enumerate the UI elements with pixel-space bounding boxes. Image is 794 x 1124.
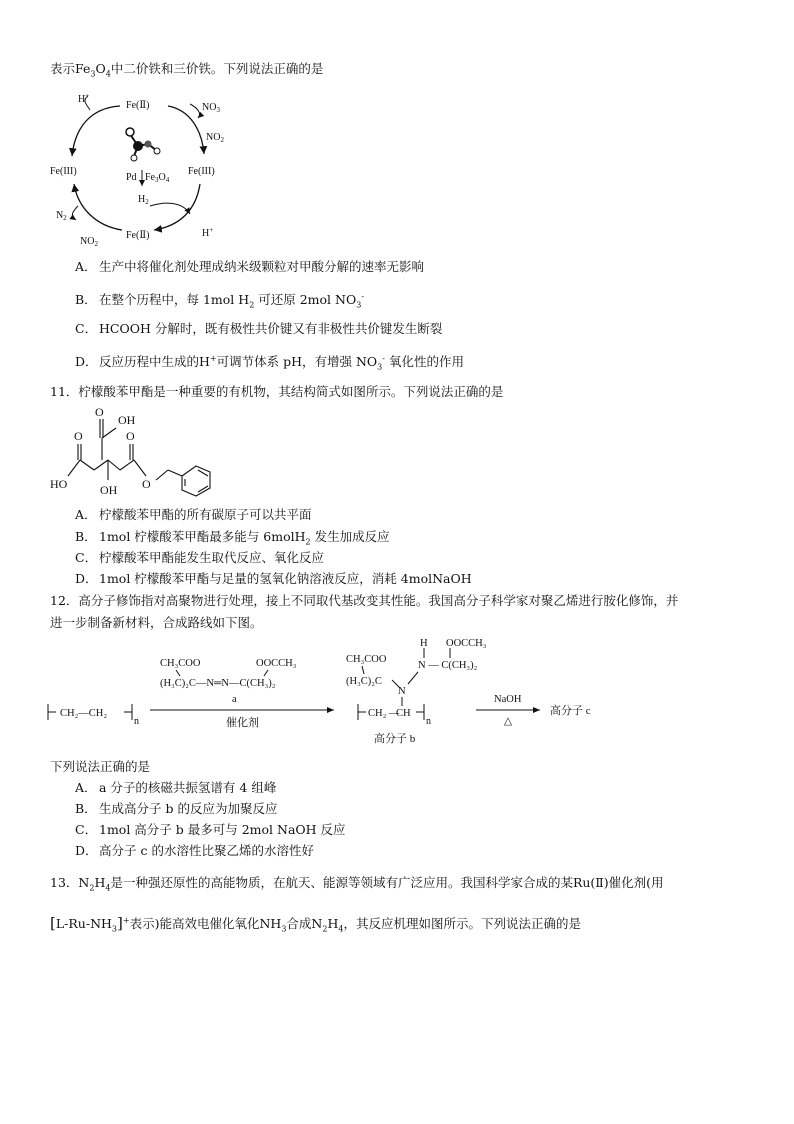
atom-o-top-left: O: [95, 405, 104, 419]
q13-line2: [50, 912, 581, 939]
option-text: 反应历程中生成的: [99, 354, 200, 370]
option-text: 1mol 柠檬酸苯甲酯最多能与 6molH: [99, 529, 306, 544]
q12-stem-line1: 12．高分子修饰指对高聚物进行处理，接上不同取代基改变其性能。我国高分子科学家对聚乙烯进行胺化修饰，并: [50, 593, 679, 608]
polymer-b-n: n: [426, 716, 431, 727]
option-text: 发生加成反应: [310, 529, 390, 544]
stem-text: ，其反应机理如图所示。下列说法正确的是: [343, 916, 581, 932]
option-label: C．: [75, 321, 98, 336]
label-pd: Pd: [126, 172, 137, 183]
option-label: D．: [75, 843, 98, 858]
label-fe2-bottom: Fe(Ⅱ): [126, 230, 150, 241]
stem-text: 是一种强还原性的高能物质，在航天、能源等领域有广泛应用。我国科学家合成的某: [110, 875, 573, 890]
formula-o: O: [95, 61, 106, 76]
reagent-a-formula: (H₃C)₂C—N═N—C(CH₃)₂: [160, 678, 276, 689]
stem-text: 合成: [286, 916, 312, 932]
intro-line: [50, 60, 323, 84]
superscript: -: [361, 292, 365, 301]
option-text: 1mol 柠檬酸苯甲酯与足量的氢氧化钠溶液反应，消耗 4molNaOH: [99, 571, 472, 586]
polyethylene-label: CH₂—CH₂: [60, 708, 107, 719]
label-h-plus-bottom: H+: [202, 226, 214, 239]
q10-option-b[interactable]: [75, 288, 364, 315]
option-text: 1mol 高分子 b 最多可与 2mol NaOH 反应: [99, 822, 346, 837]
subscript: 3: [111, 924, 118, 934]
q12-option-b[interactable]: [75, 800, 277, 818]
option-label: A．: [75, 259, 97, 274]
option-label: D．: [75, 354, 98, 370]
subscript: 4: [105, 883, 111, 893]
q10-option-c[interactable]: [75, 320, 442, 338]
option-label: A．: [75, 507, 97, 522]
formula: N: [78, 875, 90, 890]
option-label: D．: [75, 571, 98, 586]
cycle-arrow-bottom-right: [154, 184, 200, 230]
formic-acid-molecule-icon: [126, 128, 160, 161]
subscript: 4: [338, 924, 344, 934]
label-n2: $N_2$: [56, 210, 67, 222]
subscript: 2: [249, 300, 255, 310]
q10-option-d[interactable]: [75, 350, 464, 377]
bracket-open: [: [50, 914, 56, 933]
option-text: 可还原 2mol NO: [254, 292, 357, 308]
q12-lead: 下列说法正确的是: [50, 759, 151, 774]
intro-prefix: 表示: [50, 61, 76, 76]
option-label: C．: [75, 550, 98, 565]
atom-o-left: O: [74, 429, 83, 443]
option-text: 在整个历程中，每 1mol H: [99, 292, 250, 308]
option-label: B．: [75, 801, 97, 816]
formula: H: [327, 916, 339, 932]
label-fe3-right: Fe(III): [188, 166, 215, 177]
option-text: HCOOH 分解时，既有极性共价键又有非极性共价键发生断裂: [99, 321, 443, 336]
label-no2-top: $NO_2$: [206, 132, 224, 144]
option-text: a 分子的核磁共振氢谱有 4 组峰: [99, 780, 277, 795]
sub-3: 3: [90, 69, 96, 79]
atom-o-ester: O: [142, 477, 151, 491]
option-label: A．: [75, 780, 97, 795]
q13-line1: [50, 874, 664, 898]
catalytic-cycle-diagram: [50, 88, 250, 248]
q11-option-b[interactable]: [75, 528, 390, 552]
sub-4: 4: [105, 69, 111, 79]
option-text: 柠檬酸苯甲酯的所有碳原子可以共平面: [99, 507, 312, 522]
benzene-ring-icon: [182, 466, 210, 496]
q11-option-d[interactable]: [75, 570, 472, 588]
q11-option-c[interactable]: [75, 549, 324, 567]
polyethylene-n: n: [134, 716, 139, 727]
cycle-arrow-bottom-left: [74, 184, 122, 230]
option-text: 氧化性的作用: [384, 354, 464, 370]
label-no3: $NO_3$: [202, 102, 220, 114]
atom-ho: HO: [50, 477, 68, 491]
q10-option-a[interactable]: [75, 258, 424, 276]
superscript: +: [122, 916, 130, 925]
stem-text: 表示)能高效电催化氧化: [129, 916, 260, 932]
option-text: 可调节体系 pH，有增强 NO: [216, 354, 378, 370]
subscript: 2: [305, 537, 311, 547]
subscript: 3: [356, 300, 362, 310]
polymer-b-ooccch3: OOCCH₃: [446, 638, 487, 649]
q12-option-a[interactable]: [75, 779, 276, 797]
q12-option-c[interactable]: [75, 821, 346, 839]
label-no2-bottom: $NO_2$: [80, 236, 98, 248]
formula: H: [94, 875, 106, 890]
q11-stem: 11．柠檬酸苯甲酯是一种重要的有机物，其结构简式如图所示。下列说法正确的是: [50, 384, 504, 399]
subscript: 2: [322, 924, 328, 934]
polymer-b-backbone-left: CH₂ —: [368, 708, 400, 719]
polymer-b-backbone-right: CH: [396, 708, 411, 719]
option-text: 高分子 c 的水溶性比聚乙烯的水溶性好: [99, 843, 314, 858]
option-label: B．: [75, 292, 97, 308]
option-text: 生成高分子 b 的反应为加聚反应: [99, 801, 278, 816]
reagent-a-label: a: [232, 694, 237, 705]
label-fe3-left: Fe(III): [50, 166, 77, 177]
q12-synthesis-scheme: [46, 636, 666, 754]
label-h-plus-top: H+: [78, 92, 90, 105]
formula: N: [311, 916, 323, 932]
option-label: C．: [75, 822, 98, 837]
benzyl-citrate-structure: [50, 404, 230, 500]
stem-text: 催化剂(用: [608, 875, 664, 890]
polymer-b-ch3coo: CH₃COO: [346, 654, 387, 665]
option-text: 生产中将催化剂处理成纳米级颗粒对甲酸分解的速率无影响: [99, 259, 425, 274]
polymer-b-n-group: N — C(CH₃)₂: [418, 660, 478, 671]
formula-h: H: [199, 354, 210, 370]
label-fe3o4: $Fe_3O_4$: [145, 172, 170, 184]
cycle-arrow-top-left: [72, 106, 120, 156]
formula: NH: [259, 916, 282, 932]
bracket-close: ]: [117, 914, 123, 933]
subscript: 3: [281, 924, 287, 934]
formula-fe: Fe: [75, 61, 91, 76]
option-text: 柠檬酸苯甲酯能发生取代反应、氧化反应: [99, 550, 325, 565]
subscript: 3: [377, 362, 383, 372]
subscript: 2: [89, 883, 95, 893]
reagent-a-ooccch3: OOCCH₃: [256, 658, 297, 669]
atom-oh-bottom: OH: [100, 483, 118, 497]
label-h2: $H_2$: [138, 194, 149, 206]
heat-label: △: [504, 716, 513, 727]
reagent-a-ch3coo: CH₃COO: [160, 658, 201, 669]
q12-stem-line2: 进一步制备新材料，合成路线如下图。: [50, 615, 263, 630]
catalyst-label: 催化剂: [226, 717, 259, 729]
q11-option-a[interactable]: [75, 506, 312, 524]
atom-oh-top: OH: [118, 413, 136, 427]
cycle-arrow-top-right: [168, 106, 204, 154]
polymer-b-n-atom: N: [398, 686, 406, 697]
intro-suffix: 中二价铁和三价铁。下列说法正确的是: [110, 61, 324, 76]
question-number: 13．: [50, 875, 79, 890]
naoh-label: NaOH: [494, 694, 522, 705]
label-fe2-top: Fe(Ⅱ): [126, 100, 150, 111]
formula: L-Ru-NH: [55, 916, 112, 932]
superscript: +: [209, 354, 217, 363]
polymer-c-label: 高分子 c: [550, 705, 591, 717]
polymer-b-h: H: [420, 638, 428, 649]
polymer-b-label: 高分子 b: [374, 733, 416, 745]
formula: Ru(Ⅱ): [572, 875, 609, 890]
option-label: B．: [75, 529, 97, 544]
atom-o-right: O: [126, 429, 135, 443]
q12-option-d[interactable]: [75, 842, 314, 860]
polymer-b-left-group: (H₃C)₂C: [346, 676, 382, 687]
superscript: -: [382, 354, 385, 363]
